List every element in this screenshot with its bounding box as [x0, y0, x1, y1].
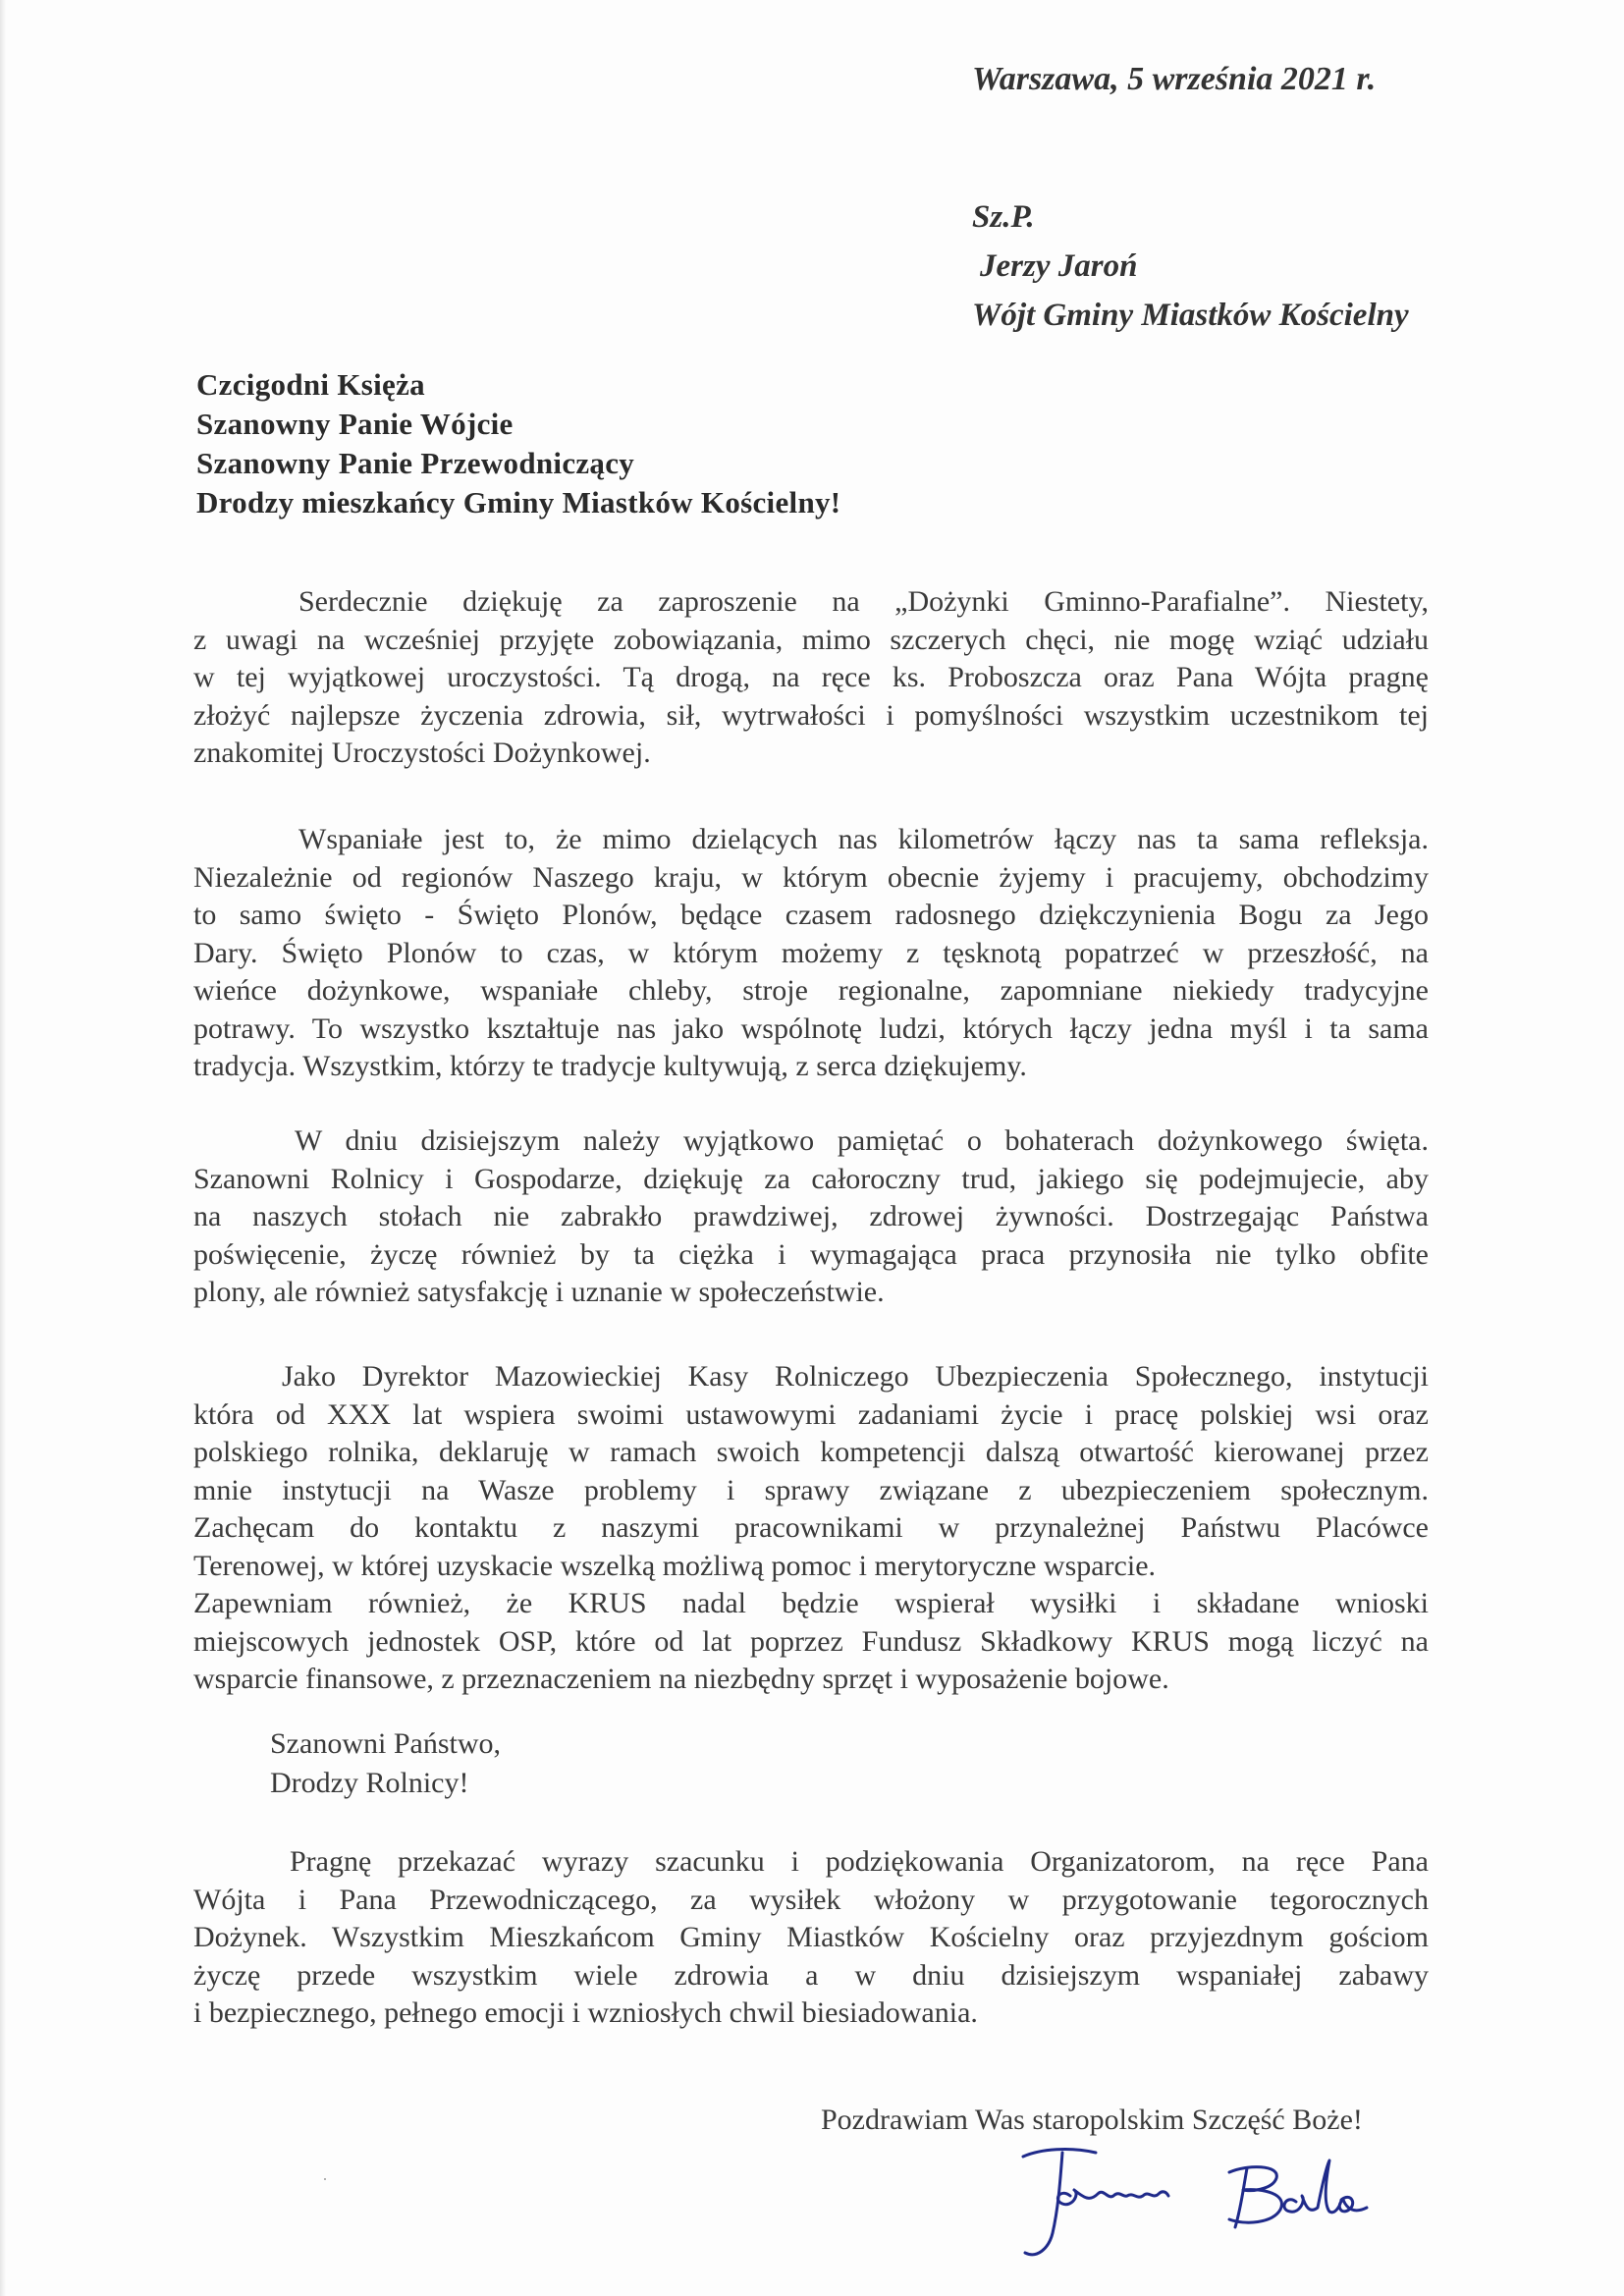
paragraph-line: w tej wyjątkowej uroczystości. Tą drogą, na ręce ks. Proboszcza oraz Pana Wójta pragnę — [193, 661, 1429, 693]
closing-address — [270, 1724, 501, 1803]
paragraph-line: W dniu dzisiejszym należy wyjątkowo pamiętać o bohaterach dożynkowego święta. — [295, 1124, 1429, 1157]
paragraph-final — [193, 1843, 1429, 2033]
paragraph-2 — [193, 821, 1429, 1086]
salutation-line: Drodzy mieszkańcy Gminy Miastków Kościelny! — [196, 485, 841, 519]
salutation-line: Szanowny Panie Przewodniczący — [196, 446, 635, 480]
paragraph-line: to samo święto - Święto Plonów, będące czasem radosnego dziękczynienia Bogu za Jego — [193, 899, 1429, 931]
recipient-block — [972, 192, 1409, 340]
paragraph-line: i bezpiecznego, pełnego emocji i wzniosłych chwil biesiadowania. — [193, 1996, 978, 2029]
scan-speck — [324, 2178, 326, 2180]
paragraph-line: wsparcie finansowe, z przeznaczeniem na niezbędny sprzęt i wyposażenie bojowe. — [193, 1663, 1169, 1695]
paragraph-line: z uwagi na wcześniej przyjęte zobowiązania, mimo szczerych chęci, nie mogę wziąć udziału — [193, 623, 1429, 656]
paragraph-line: Serdecznie dziękuję za zaproszenie na „Dożynki Gminno-Parafialne”. Niestety, — [298, 585, 1429, 618]
paragraph-line: Jako Dyrektor Mazowieckiej Kasy Rolniczego Ubezpieczenia Społecznego, instytucji — [282, 1360, 1429, 1393]
paragraph-line: poświęcenie, życzę również by ta ciężka i wymagająca praca przynosiła nie tylko obfite — [193, 1237, 1429, 1271]
paragraph-line: miejscowych jednostek OSP, które od lat poprzez Fundusz Składkowy KRUS mogą liczyć na — [193, 1624, 1429, 1658]
paragraph-line: złożyć najlepsze życzenia zdrowia, sił, wytrwałości i pomyślności wszystkim uczestnikom tej — [193, 698, 1429, 732]
scan-edge-shadow — [0, 0, 6, 2296]
paragraph-3 — [193, 1122, 1429, 1312]
paragraph-4 — [193, 1358, 1429, 1699]
closing-line: Szanowni Państwo, — [270, 1727, 501, 1760]
paragraph-line: Dożynek. Wszystkim Mieszkańcom Gminy Miastków Kościelny oraz przyjezdnym gościom — [193, 1921, 1429, 1953]
paragraph-line: znakomitej Uroczystości Dożynkowej. — [193, 737, 651, 769]
paragraph-line: Zachęcam do kontaktu z naszymi pracownikami w przynależnej Państwu Placówce — [193, 1511, 1429, 1544]
paragraph-line: wieńce dożynkowe, wspaniałe chleby, stroje regionalne, zapomniane niekiedy tradycyjne — [193, 974, 1429, 1007]
handwritten-signature — [1001, 2139, 1414, 2267]
paragraph-line: plony, ale również satysfakcję i uznanie w społeczeństwie. — [193, 1276, 885, 1308]
paragraph-line: Terenowej, w której uzyskacie wszelką możliwą pomoc i merytoryczne wsparcie. — [193, 1549, 1157, 1582]
salutation-block — [196, 365, 840, 522]
paragraph-line: która od XXX lat wspiera swoimi ustawowymi zadaniami życie i pracę polskiej wsi oraz — [193, 1397, 1429, 1431]
paragraph-line: Wójta i Pana Przewodniczącego, za wysiłek włożony w przygotowanie tegorocznych — [193, 1883, 1429, 1916]
paragraph-line: mnie instytucji na Wasze problemy i sprawy związane z ubezpieczeniem społecznym. — [193, 1473, 1429, 1506]
paragraph-line: na naszych stołach nie zabrakło prawdziwej, zdrowej żywności. Dostrzegając Państwa — [193, 1200, 1429, 1232]
paragraph-line: Dary. Święto Plonów to czas, w którym możemy z tęsknotą popatrzeć w przeszłość, na — [193, 936, 1429, 969]
paragraph-line: polskiego rolnika, deklaruję w ramach swoich kompetencji dalszą otwartość kierowanej przez — [193, 1436, 1429, 1468]
closing-line: Drodzy Rolnicy! — [270, 1767, 469, 1799]
paragraph-line: życzę przede wszystkim wiele zdrowia a w dniu dzisiejszym wspaniałej zabawy — [193, 1958, 1429, 1992]
recipient-name: Jerzy Jaroń — [980, 248, 1138, 284]
recipient-honorific: Sz.P. — [972, 199, 1035, 235]
paragraph-line: potrawy. To wszystko kształtuje nas jako wspólnotę ludzi, których łączy jedna myśl i ta sama — [193, 1011, 1429, 1045]
paragraph-line: Niezależnie od regionów Naszego kraju, w którym obecnie żyjemy i pracujemy, obchodzimy — [193, 860, 1429, 894]
date-line: Warszawa, 5 września 2021 r. — [972, 61, 1377, 97]
greeting-line: Pozdrawiam Was staropolskim Szczęść Boże! — [821, 2104, 1363, 2136]
recipient-title: Wójt Gminy Miastków Kościelny — [972, 298, 1409, 333]
paragraph-1 — [193, 583, 1429, 773]
paragraph-line: Wspaniałe jest to, że mimo dzielących nas kilometrów łączy nas ta sama refleksja. — [298, 823, 1429, 855]
salutation-line: Czcigodni Księża — [196, 367, 425, 402]
salutation-line: Szanowny Panie Wójcie — [196, 407, 514, 441]
paragraph-line: Szanowni Rolnicy i Gospodarze, dziękuję za całoroczny trud, jakiego się podejmujecie, aby — [193, 1162, 1429, 1195]
paragraph-line: Zapewniam również, że KRUS nadal będzie wspierał wysiłki i składane wnioski — [193, 1587, 1429, 1619]
paragraph-line: Pragnę przekazać wyrazy szacunku i podziękowania Organizatorom, na ręce Pana — [290, 1845, 1429, 1878]
paragraph-line: tradycja. Wszystkim, którzy te tradycje kultywują, z serca dziękujemy. — [193, 1050, 1027, 1082]
